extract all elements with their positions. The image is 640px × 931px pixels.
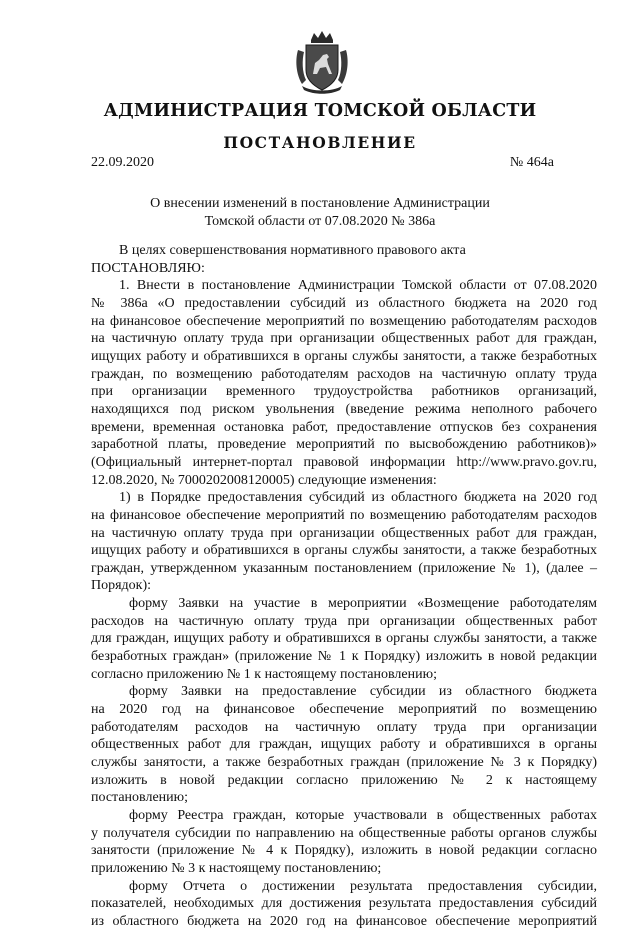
- body-line: общественных работ для граждан, ищущих работу и обратившихся в органы: [91, 737, 597, 753]
- body-line: времени, временная остановка работ, предоставление отпусков без сохранения: [91, 419, 597, 435]
- body-line: на 2020 год на финансовое обеспечение мероприятий по возмещению: [91, 702, 597, 718]
- body-line: заработной платы, проведение мероприятий по высвобождению работников)»: [91, 437, 597, 453]
- body-line: граждан, утвержденном указанным постановлением (приложение № 1), (далее –: [91, 560, 597, 576]
- body-line: показателей, необходимых для достижения результата предоставления субсидий: [91, 896, 597, 912]
- body-line: согласно приложению № 1 к настоящему постановлению;: [91, 666, 437, 682]
- body-line: Порядок):: [91, 578, 152, 594]
- body-line: форму Заявки на предоставление субсидии из областного бюджета: [129, 684, 597, 700]
- body-line: безработных граждан» (приложение № 1 к Порядку) изложить в новой редакции: [91, 649, 597, 665]
- body-line: на частичную оплату труда при организации общественных работ для граждан,: [91, 331, 597, 347]
- body-line: находящихся под риском увольнения (введение режима неполного рабочего: [91, 401, 597, 417]
- body-line: ПОСТАНОВЛЯЮ:: [91, 260, 205, 276]
- body-line: форму Заявки на участие в мероприятии «Возмещение работодателям: [129, 596, 597, 612]
- body-line: форму Реестра граждан, которые участвовали в общественных работах: [129, 808, 597, 823]
- body-line: из областного бюджета на 2020 год на финансовое обеспечение мероприятий: [91, 913, 597, 929]
- body-line: приложению № 3 к настоящему постановлению;: [91, 860, 382, 876]
- body-line: ищущих работу и обратившихся в органы службы занятости, а также безработных: [91, 543, 597, 559]
- body-line: постановлению;: [91, 790, 189, 806]
- body-line: (Официальный интернет-портал правовой информации http://www.pravo.gov.ru,: [91, 454, 597, 470]
- body-line: форму Отчета о достижении результата предоставления субсидии,: [129, 878, 597, 894]
- body-line: у получателя субсидии по направлению на общественные работы органов службы: [91, 825, 597, 841]
- body-line: граждан, по возмещению работодателям расходов на частичную оплату труда: [91, 366, 597, 382]
- body-line: № 386а «О предоставлении субсидий из областного бюджета на 2020 год: [91, 295, 597, 311]
- document-type-heading: ПОСТАНОВЛЕНИЕ: [223, 133, 417, 152]
- body-line: В целях совершенствования нормативного правового акта: [119, 243, 466, 258]
- subject-line: Томской области от 07.08.2020 № 386а: [204, 214, 436, 229]
- document-subject: [0, 195, 640, 231]
- body-line: 1. Внести в постановление Администрации Томской области от 07.08.2020: [119, 278, 597, 294]
- body-line: 12.08.2020, № 7000202008120005) следующие изменения:: [91, 472, 437, 488]
- organization-title: АДМИНИСТРАЦИЯ ТОМСКОЙ ОБЛАСТИ: [103, 101, 537, 121]
- body-line: на частичную оплату труда при организации общественных работ для граждан,: [91, 525, 597, 541]
- document-body: [91, 242, 597, 931]
- body-line: для граждан, ищущих работу и обратившихся в органы службы занятости, а также: [91, 631, 597, 647]
- body-line: изложить в новой редакции согласно приложению № 2 к настоящему: [91, 772, 597, 788]
- subject-line: О внесении изменений в постановление Администрации: [150, 196, 490, 211]
- body-line: расходов на частичную оплату труда при организации общественных работ: [91, 613, 597, 629]
- body-line: при организации временного трудоустройства работников организаций,: [91, 384, 597, 400]
- coat-of-arms-icon: [294, 30, 350, 96]
- body-line: работодателям расходов на частичную оплату труда при организации: [91, 719, 597, 735]
- document-number: № 464а: [509, 155, 554, 170]
- body-line: ищущих работу и обратившихся в органы службы занятости, а также безработных: [91, 348, 597, 364]
- body-line: на финансовое обеспечение мероприятий по возмещению работодателям расходов: [91, 507, 597, 523]
- body-line: на финансовое обеспечение мероприятий по возмещению работодателям расходов: [91, 313, 597, 329]
- document-date: 22.09.2020: [91, 155, 154, 170]
- body-line: 1) в Порядке предоставления субсидий из областного бюджета на 2020 год: [119, 490, 597, 506]
- body-line: службы занятости, а также безработных граждан (приложение № 3 к Порядку): [91, 755, 597, 771]
- body-line: занятости (приложение № 4 к Порядку), изложить в новой редакции согласно: [91, 843, 597, 859]
